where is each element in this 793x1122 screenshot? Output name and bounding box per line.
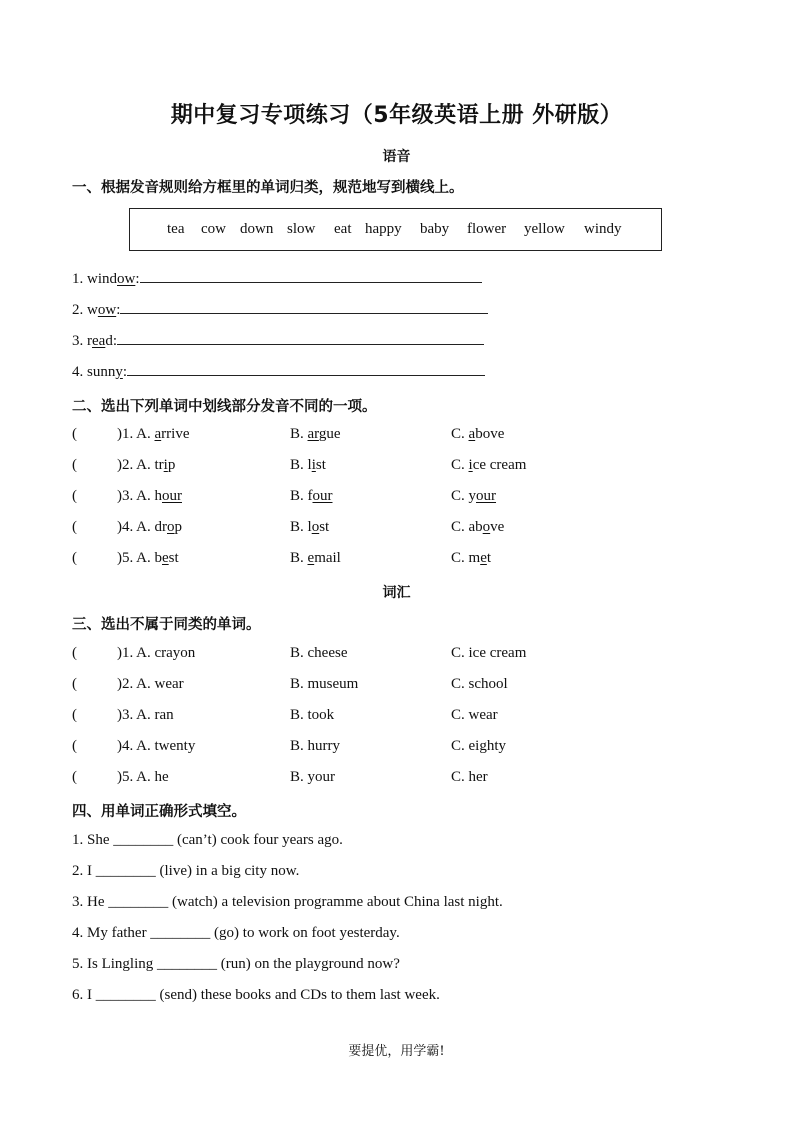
option-b: B. museum: [290, 676, 359, 692]
answer-blank[interactable]: [120, 301, 488, 314]
option-c: C. met: [451, 550, 492, 566]
word-box-word: slow: [287, 221, 316, 237]
answer-paren[interactable]: (: [72, 426, 77, 442]
word-box-word: happy: [365, 221, 402, 237]
option-c: C. ice cream: [451, 645, 527, 661]
fill-blank-sentence-4[interactable]: 4. My father ________ (go) to work on foot yesterday.: [72, 925, 400, 941]
option-a: )2. A. trip: [117, 457, 176, 473]
option-c: C. above: [451, 519, 505, 535]
part3-heading: 三、选出不属于同类的单词。: [72, 617, 261, 633]
word-box-word: cow: [201, 221, 226, 237]
answer-paren[interactable]: (: [72, 707, 77, 723]
option-a: )3. A. ran: [117, 707, 174, 723]
sort-line-4: 4. sunny:: [72, 363, 485, 381]
option-c: C. above: [451, 426, 505, 442]
answer-paren[interactable]: (: [72, 738, 77, 754]
word-box: [129, 208, 662, 251]
option-a: )1. A. arrive: [117, 426, 190, 442]
sort-line-2: 2. wow:: [72, 301, 488, 319]
word-box-word: tea: [167, 221, 185, 237]
option-a: )4. A. twenty: [117, 738, 196, 754]
option-a: )2. A. wear: [117, 676, 184, 692]
word-box-word: down: [240, 221, 274, 237]
phonics-question-5: [0, 550, 793, 570]
option-a: )5. A. best: [117, 550, 179, 566]
word-box-word: eat: [334, 221, 352, 237]
option-b: B. hurry: [290, 738, 340, 754]
word-box-word: yellow: [524, 221, 565, 237]
answer-paren[interactable]: (: [72, 769, 77, 785]
part1-heading: 一、根据发音规则给方框里的单词归类，规范地写到横线上。: [72, 180, 464, 196]
phonics-question-2: [0, 457, 793, 477]
answer-paren[interactable]: (: [72, 519, 77, 535]
fill-blank-sentence-6[interactable]: 6. I ________ (send) these books and CDs to them last week.: [72, 987, 440, 1003]
answer-blank[interactable]: [140, 270, 482, 283]
option-a: )3. A. hour: [117, 488, 182, 504]
section-vocab-label: 词汇: [382, 585, 411, 601]
option-c: C. ice cream: [451, 457, 527, 473]
fill-blank-sentence-2[interactable]: 2. I ________ (live) in a big city now.: [72, 863, 300, 879]
word-box-word: flower: [467, 221, 507, 237]
answer-blank[interactable]: [127, 363, 485, 376]
part2-heading: 二、选出下列单词中划线部分发音不同的一项。: [72, 399, 377, 415]
part4-heading: 四、用单词正确形式填空。: [72, 804, 246, 820]
option-c: C. her: [451, 769, 488, 785]
option-b: B. lost: [290, 519, 330, 535]
option-b: B. email: [290, 550, 341, 566]
vocab-question-4: [0, 738, 793, 758]
answer-paren[interactable]: (: [72, 457, 77, 473]
fill-blank-sentence-1[interactable]: 1. She ________ (can’t) cook four years ago.: [72, 832, 343, 848]
section-phonics-label: 语音: [382, 149, 411, 165]
option-a: )4. A. drop: [117, 519, 182, 535]
fill-blank-sentence-5[interactable]: 5. Is Lingling ________ (run) on the playground now?: [72, 956, 400, 972]
option-c: C. wear: [451, 707, 498, 723]
phonics-question-1: [0, 426, 793, 446]
vocab-question-1: [0, 645, 793, 665]
vocab-question-5: [0, 769, 793, 789]
answer-paren[interactable]: (: [72, 676, 77, 692]
answer-paren[interactable]: (: [72, 645, 77, 661]
phonics-question-4: [0, 519, 793, 539]
option-b: B. took: [290, 707, 335, 723]
sort-line-1: 1. window:: [72, 270, 482, 288]
option-c: C. school: [451, 676, 508, 692]
option-c: C. your: [451, 488, 497, 504]
option-b: B. cheese: [290, 645, 348, 661]
answer-blank[interactable]: [117, 332, 484, 345]
option-c: C. eighty: [451, 738, 506, 754]
answer-paren[interactable]: (: [72, 550, 77, 566]
option-b: B. argue: [290, 426, 341, 442]
option-b: B. list: [290, 457, 326, 473]
sort-line-3: 3. read:: [72, 332, 484, 350]
phonics-question-3: [0, 488, 793, 508]
vocab-question-2: [0, 676, 793, 696]
option-b: B. your: [290, 769, 335, 785]
answer-paren[interactable]: (: [72, 488, 77, 504]
word-box-word: baby: [420, 221, 450, 237]
vocab-question-3: [0, 707, 793, 727]
option-a: )1. A. crayon: [117, 645, 196, 661]
option-a: )5. A. he: [117, 769, 169, 785]
page-footer: 要提优，用学霸!: [348, 1044, 445, 1059]
option-b: B. four: [290, 488, 333, 504]
fill-blank-sentence-3[interactable]: 3. He ________ (watch) a television programme about China last night.: [72, 894, 503, 910]
page-title: 期中复习专项练习（5年级英语上册 外研版）: [170, 103, 623, 128]
word-box-word: windy: [584, 221, 622, 237]
